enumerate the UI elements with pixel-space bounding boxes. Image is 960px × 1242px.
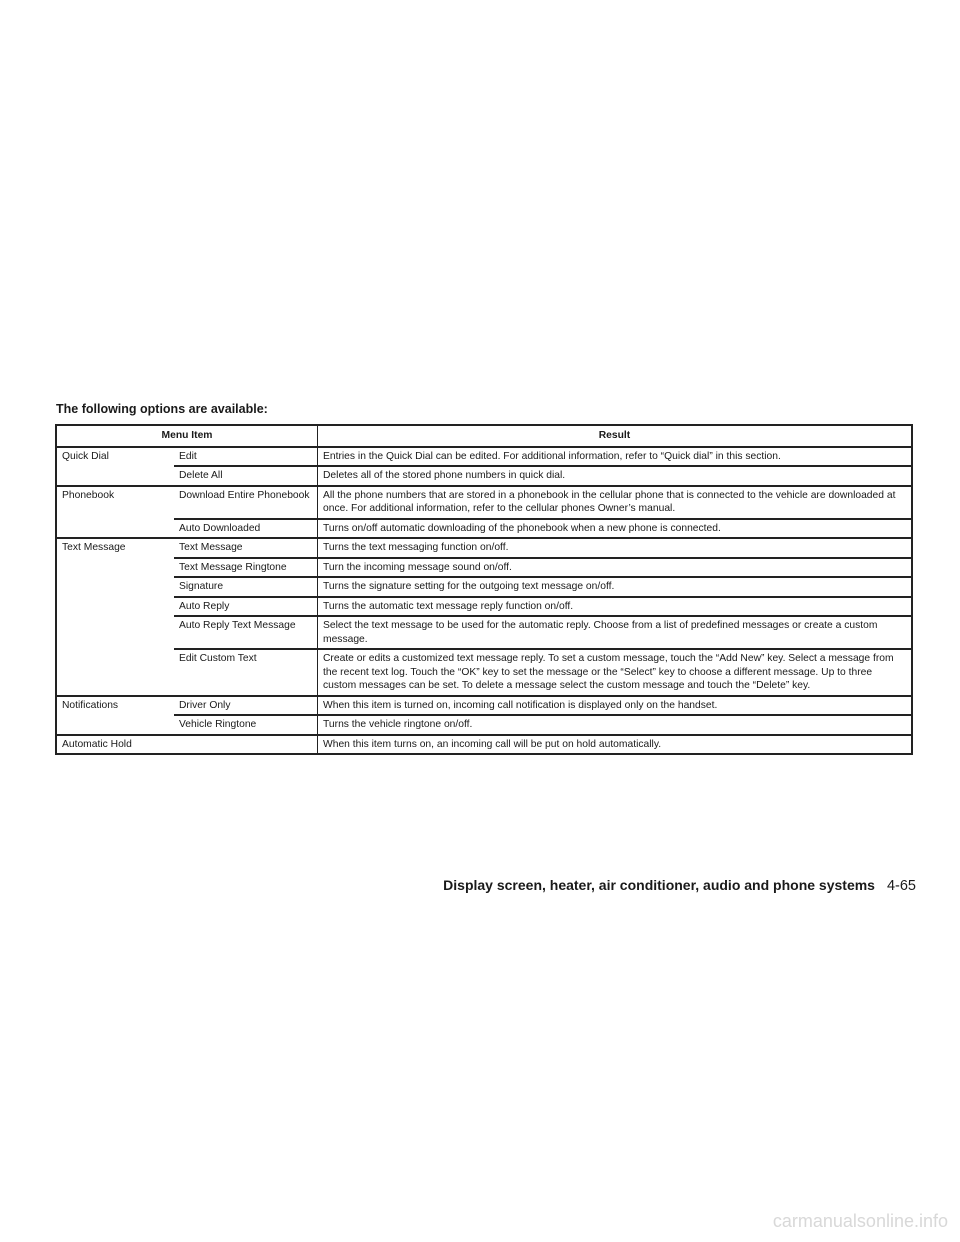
submenu-cell: Text Message Ringtone (174, 558, 318, 578)
table-row (56, 616, 912, 649)
intro-heading: The following options are available: (56, 402, 268, 416)
section-title: Display screen, heater, air conditioner, audio and phone systems (443, 877, 875, 893)
result-cell: When this item is turned on, incoming call notification is displayed only on the handset. (318, 696, 913, 716)
result-cell: Entries in the Quick Dial can be edited. For additional information, refer to “Quick dial” in this section. (318, 447, 913, 467)
table-row (56, 735, 912, 755)
page-footer (443, 877, 916, 894)
options-table (55, 424, 913, 755)
submenu-cell: Delete All (174, 466, 318, 486)
menu-cell: Phonebook (62, 489, 115, 501)
submenu-cell: Auto Reply (174, 597, 318, 617)
submenu-cell: Edit Custom Text (174, 649, 318, 696)
menu-item-header: Menu Item (56, 425, 318, 447)
table-row (56, 538, 912, 558)
result-cell: Turns the automatic text message reply function on/off. (318, 597, 913, 617)
submenu-cell: Signature (174, 577, 318, 597)
menu-cell (56, 558, 174, 578)
table-row (56, 696, 912, 716)
table-row (56, 649, 912, 696)
submenu-cell: Auto Reply Text Message (174, 616, 318, 649)
result-cell: All the phone numbers that are stored in a phonebook in the cellular phone that is connected to the vehicle are downloaded at once. For additional information, refer to the cellular phones Owner’s manual. (318, 486, 913, 519)
table-row (56, 715, 912, 735)
menu-cell (56, 715, 174, 735)
submenu-cell: Edit (174, 447, 318, 467)
menu-cell (56, 616, 174, 649)
menu-cell (56, 577, 174, 597)
watermark: carmanualsonline.info (772, 1211, 948, 1231)
submenu-cell: Vehicle Ringtone (174, 715, 318, 735)
result-cell: Turns the text messaging function on/off. (318, 538, 913, 558)
menu-cell (56, 597, 174, 617)
submenu-cell: Driver Only (174, 696, 318, 716)
menu-cell: Quick Dial (62, 450, 109, 462)
table-row (56, 447, 912, 467)
table-header-row (56, 425, 912, 447)
menu-cell (56, 649, 174, 696)
table-row (56, 466, 912, 486)
result-cell: Deletes all of the stored phone numbers in quick dial. (318, 466, 913, 486)
table-row (56, 597, 912, 617)
table-row (56, 486, 912, 519)
result-cell: When this item turns on, an incoming call will be put on hold automatically. (318, 735, 913, 755)
menu-cell: Text Message (62, 542, 126, 553)
result-cell: Turns the signature setting for the outgoing text message on/off. (318, 577, 913, 597)
menu-cell (56, 519, 174, 539)
table-row (56, 577, 912, 597)
table-row (56, 519, 912, 539)
result-cell: Select the text message to be used for the automatic reply. Choose from a list of predefined messages or create a custom message. (318, 616, 913, 649)
submenu-cell: Text Message (174, 538, 318, 558)
submenu-cell: Auto Downloaded (174, 519, 318, 539)
result-cell: Turns the vehicle ringtone on/off. (318, 715, 913, 735)
result-cell: Turn the incoming message sound on/off. (318, 558, 913, 578)
page-number: 4-65 (886, 878, 916, 894)
menu-cell: Automatic Hold (56, 735, 318, 755)
table-row (56, 558, 912, 578)
result-cell: Create or edits a customized text message reply. To set a custom message, touch the “Add New” key. Select a message from the recent text log. Touch the “OK” key to set the message or the “Select” key to choose a different message. Up to three custom messages can be set. To delete a message select the custom message and touch the “Delete” key. (318, 649, 913, 696)
submenu-cell: Download Entire Phonebook (174, 486, 318, 519)
menu-cell (56, 466, 174, 486)
result-cell: Turns on/off automatic downloading of the phonebook when a new phone is connected. (318, 519, 913, 539)
result-header: Result (318, 425, 913, 447)
menu-cell: Notifications (62, 699, 119, 711)
